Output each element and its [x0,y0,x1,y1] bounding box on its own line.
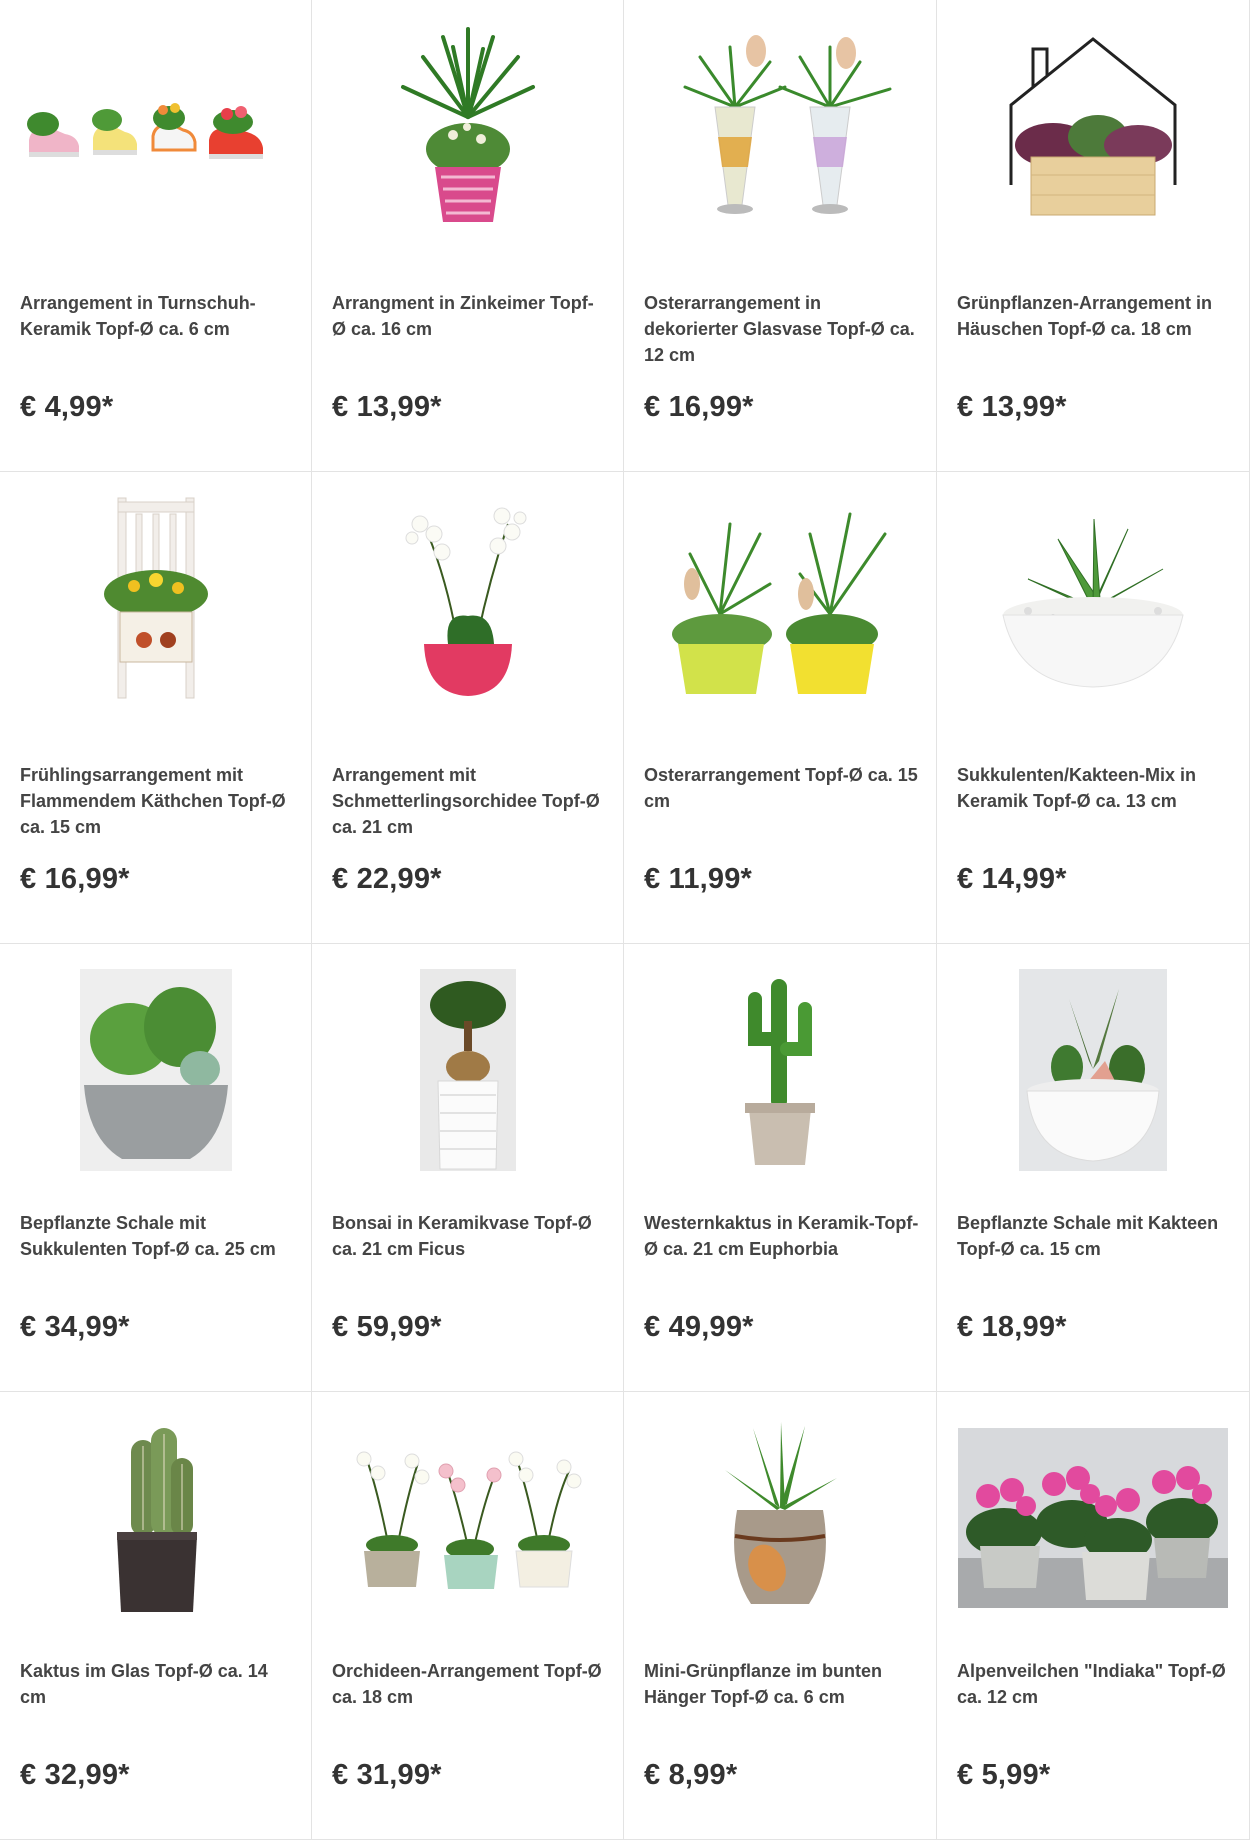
product-card[interactable] [937,472,1250,944]
product-card[interactable] [937,944,1250,1392]
product-price: € 18,99* [957,1311,1067,1343]
product-title[interactable]: Alpenveilchen "Indiaka" Topf-Ø ca. 12 cm [957,1661,1226,1707]
glass-vase-easter-image[interactable] [644,22,916,232]
product-title[interactable]: Arrangement in Turnschuh-Keramik Topf-Ø ca. 6 cm [20,293,256,339]
product-title[interactable]: Osterarrangement Topf-Ø ca. 15 cm [644,765,918,811]
product-title[interactable]: Orchideen-Arrangement Topf-Ø ca. 18 cm [332,1661,602,1707]
chair-planter-image[interactable] [20,494,291,704]
product-card[interactable] [0,472,312,944]
product-title[interactable]: Mini-Grünpflanze im bunten Hänger Topf-Ø ca. 6 cm [644,1661,882,1707]
product-card[interactable] [312,1392,624,1840]
product-title[interactable]: Bepflanzte Schale mit Sukkulenten Topf-Ø ca. 25 cm [20,1213,276,1259]
product-title[interactable]: Arrangement mit Schmetterlingsorchidee Topf-Ø ca. 21 cm [332,765,600,837]
product-card[interactable] [624,0,937,472]
product-price: € 59,99* [332,1311,442,1343]
product-card[interactable] [312,944,624,1392]
product-title[interactable]: Bonsai in Keramikvase Topf-Ø ca. 21 cm Ficus [332,1213,592,1259]
product-price: € 49,99* [644,1311,754,1343]
product-price: € 16,99* [20,863,130,895]
succulent-bowl-image[interactable] [957,494,1229,704]
product-card[interactable] [624,1392,937,1840]
product-card[interactable] [0,0,312,472]
product-price: € 4,99* [20,391,114,423]
product-title[interactable]: Bepflanzte Schale mit Kakteen Topf-Ø ca. 15 cm [957,1213,1219,1259]
cactus-bowl-image[interactable] [957,970,1229,1170]
product-card[interactable] [937,0,1250,472]
planted-succulent-bowl-image[interactable] [20,970,291,1170]
product-price: € 34,99* [20,1311,130,1343]
product-title[interactable]: Frühlingsarrangement mit Flammendem Käthchen Topf-Ø ca. 15 cm [20,765,286,837]
product-title[interactable]: Grünpflanzen-Arrangement in Häuschen Topf-Ø ca. 18 cm [957,293,1213,339]
product-card[interactable] [312,0,624,472]
product-title[interactable]: Westernkaktus in Keramik-Topf-Ø ca. 21 cm Euphorbia [644,1213,919,1259]
product-card[interactable] [0,1392,312,1840]
western-cactus-image[interactable] [644,970,916,1170]
product-card[interactable] [312,472,624,944]
bonsai-vase-image[interactable] [332,970,603,1170]
zinc-bucket-plant-image[interactable] [332,22,603,232]
sneaker-planters-image[interactable] [20,22,291,232]
product-price: € 31,99* [332,1759,442,1791]
house-planter-image[interactable] [957,22,1229,232]
product-price: € 13,99* [957,391,1067,423]
mini-plant-hanger-image[interactable] [644,1418,916,1618]
orchid-trio-image[interactable] [332,1418,603,1618]
product-price: € 16,99* [644,391,754,423]
product-price: € 13,99* [332,391,442,423]
product-title[interactable]: Sukkulenten/Kakteen-Mix in Keramik Topf-Ø ca. 13 cm [957,765,1197,811]
product-title[interactable]: Arrangment in Zinkeimer Topf-Ø ca. 16 cm [332,293,594,339]
product-card[interactable] [624,472,937,944]
product-price: € 22,99* [332,863,442,895]
product-title[interactable]: Osterarrangement in dekorierter Glasvase Topf-Ø ca. 12 cm [644,293,915,365]
product-price: € 32,99* [20,1759,130,1791]
product-price: € 14,99* [957,863,1067,895]
product-price: € 11,99* [644,863,753,895]
product-card[interactable] [937,1392,1250,1840]
cyclamen-pots-image[interactable] [957,1418,1229,1618]
product-price: € 8,99* [644,1759,738,1791]
product-title[interactable]: Kaktus im Glas Topf-Ø ca. 14 cm [20,1661,268,1707]
product-card[interactable] [0,944,312,1392]
easter-palm-pots-image[interactable] [644,494,916,704]
product-card[interactable] [624,944,937,1392]
cactus-glass-pot-image[interactable] [20,1418,291,1618]
orchid-bowl-image[interactable] [332,494,603,704]
product-price: € 5,99* [957,1759,1051,1791]
